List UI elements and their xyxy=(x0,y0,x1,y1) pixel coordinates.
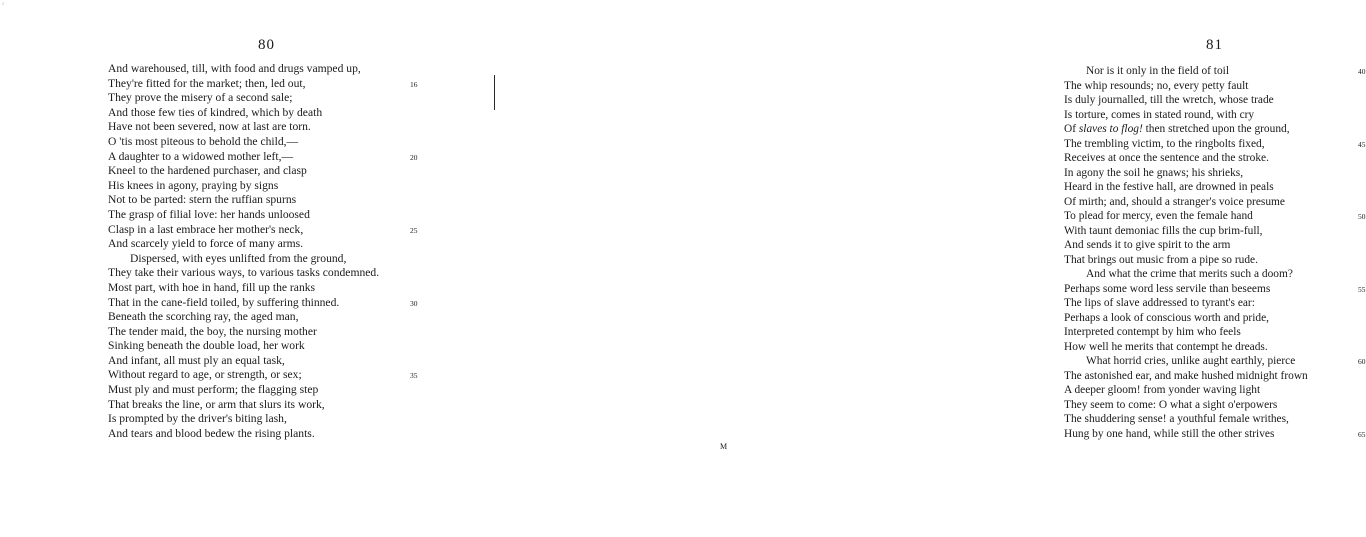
right-page-text xyxy=(1064,64,1366,441)
verse-text: And tears and blood bedew the rising plants. xyxy=(108,426,315,440)
verse-line xyxy=(1064,354,1366,369)
verse-line xyxy=(108,368,418,383)
verse-text: The grasp of filial love: her hands unloosed xyxy=(108,207,310,221)
verse-text: Of xyxy=(1064,123,1079,135)
line-number: 50 xyxy=(1358,212,1366,221)
verse-line xyxy=(1064,253,1308,268)
verse-text: The astonished ear, and make hushed midnight frown xyxy=(1064,369,1308,382)
verse-text: The whip resounds; no, every petty fault xyxy=(1064,79,1249,92)
line-number: 65 xyxy=(1358,429,1366,439)
verse-text: Nor is it only in the field of toil xyxy=(1086,65,1230,77)
verse-text: And scarcely yield to force of many arms. xyxy=(108,237,304,251)
verse-text: Sinking beneath the double load, her work xyxy=(108,339,305,353)
verse-text: And infant, all must ply an equal task, xyxy=(108,353,285,367)
verse-text: To plead for mercy, even the female hand xyxy=(1064,210,1253,222)
left-page-text xyxy=(108,62,418,441)
verse-line xyxy=(108,76,418,92)
right-page xyxy=(490,0,1366,537)
verse-line xyxy=(1064,166,1308,181)
verse-line xyxy=(108,91,379,106)
verse-text: Dispersed, with eyes unlifted from the ground, xyxy=(130,251,347,265)
verse-text: Is duly journalled, till the wretch, whose trade xyxy=(1064,94,1274,106)
verse-text: That brings out music from a pipe so rude. xyxy=(1064,253,1258,266)
verse-text: Perhaps some word less servile than beseems xyxy=(1064,282,1271,295)
verse-text: Without regard to age, or strength, or sex; xyxy=(108,368,302,382)
verse-line xyxy=(108,208,379,223)
signature-mark: M xyxy=(720,442,728,451)
verse-line xyxy=(1064,427,1366,442)
verse-line xyxy=(1064,122,1308,137)
verse-line xyxy=(1064,383,1308,398)
right-page-number: 81 xyxy=(1206,37,1223,53)
corner-scan-mark: ⸢ xyxy=(2,2,5,10)
verse-text: Beneath the scorching ray, the aged man, xyxy=(108,310,299,324)
line-number: 40 xyxy=(1358,67,1366,76)
verse-line xyxy=(108,412,379,427)
verse-line xyxy=(1064,398,1308,413)
verse-line xyxy=(1064,369,1308,384)
verse-text: With taunt demoniac fills the cup brim-full, xyxy=(1064,224,1263,237)
verse-line xyxy=(108,325,379,340)
verse-line xyxy=(1064,340,1308,355)
verse-text: Must ply and must perform; the flagging step xyxy=(108,383,319,397)
verse-line xyxy=(1064,282,1366,297)
verse-line xyxy=(108,339,379,354)
verse-text: Is torture, comes in stated round, with cry xyxy=(1064,108,1255,121)
verse-text: His knees in agony, praying by signs xyxy=(108,178,279,192)
line-number: 60 xyxy=(1358,357,1366,366)
verse-line xyxy=(108,135,379,150)
verse-emphasis: slaves to flog! xyxy=(1078,123,1143,135)
verse-text: Not to be parted: stern the ruffian spurns xyxy=(108,193,297,207)
verse-text: Most part, with hoe in hand, fill up the ranks xyxy=(108,280,316,294)
verse-line xyxy=(1064,224,1308,239)
verse-text: Interpreted contempt by him who feels xyxy=(1064,326,1241,338)
verse-text: That in the cane-field toiled, by suffering thinned. xyxy=(108,295,340,309)
verse-text: Receives at once the sentence and the stroke. xyxy=(1064,152,1269,164)
verse-text: The lips of slave addressed to tyrant's ear: xyxy=(1064,297,1255,309)
line-number: 20 xyxy=(410,152,418,162)
verse-line xyxy=(108,179,379,194)
verse-line xyxy=(108,164,379,179)
verse-line xyxy=(108,222,418,238)
verse-text: The trembling victim, to the ringbolts fixed, xyxy=(1064,137,1265,150)
verse-text: And what the crime that merits such a doom? xyxy=(1086,268,1293,280)
verse-line xyxy=(1064,267,1308,282)
verse-line xyxy=(1064,195,1308,210)
verse-text: In agony the soil he gnaws; his shrieks, xyxy=(1064,166,1244,179)
verse-text: They seem to come: O what a sight o'erpowers xyxy=(1064,398,1278,411)
verse-line xyxy=(1064,238,1308,253)
verse-line xyxy=(1064,108,1308,123)
verse-text: Perhaps a look of conscious worth and pride, xyxy=(1064,311,1269,324)
verse-line xyxy=(108,427,379,442)
verse-line xyxy=(108,252,379,267)
verse-text: A daughter to a widowed mother left,— xyxy=(108,149,294,163)
verse-text: Of mirth; and, should a stranger's voice presume xyxy=(1064,195,1285,208)
verse-line xyxy=(1064,296,1308,311)
verse-line xyxy=(1064,64,1366,79)
verse-text: then stretched upon the ground, xyxy=(1142,123,1290,135)
verse-line xyxy=(1064,93,1308,108)
verse-line xyxy=(108,310,379,325)
line-number: 30 xyxy=(410,298,418,308)
verse-line xyxy=(1064,151,1308,166)
verse-line xyxy=(108,383,379,398)
verse-line xyxy=(108,237,379,252)
verse-line xyxy=(1064,412,1308,427)
line-number: 25 xyxy=(410,225,418,235)
verse-text: The shuddering sense! a youthful female writhes, xyxy=(1064,413,1289,425)
verse-line xyxy=(108,266,379,281)
verse-text: They're fitted for the market; then, led out, xyxy=(108,76,306,90)
verse-line xyxy=(1064,137,1366,152)
verse-text: The tender maid, the boy, the nursing mother xyxy=(108,324,317,338)
verse-text: They prove the misery of a second sale; xyxy=(108,91,293,105)
verse-line xyxy=(1064,311,1308,326)
verse-text: How well he merits that contempt he dreads. xyxy=(1064,340,1268,353)
left-page xyxy=(0,0,490,537)
verse-line xyxy=(108,193,379,208)
verse-text: A deeper gloom! from yonder waving light xyxy=(1064,384,1261,396)
verse-line xyxy=(108,295,418,311)
verse-line xyxy=(108,62,379,77)
verse-text: And sends it to give spirit to the arm xyxy=(1064,239,1231,251)
verse-line xyxy=(1064,209,1366,224)
verse-text: Hung by one hand, while still the other strives xyxy=(1064,427,1275,440)
verse-line xyxy=(1064,325,1308,340)
verse-line xyxy=(108,106,379,121)
verse-line xyxy=(108,354,379,369)
verse-line xyxy=(1064,79,1308,94)
verse-text: They take their various ways, to various tasks condemned. xyxy=(108,266,380,280)
verse-text: Clasp in a last embrace her mother's neck, xyxy=(108,222,304,236)
line-number: 45 xyxy=(1358,139,1366,149)
verse-text: And those few ties of kindred, which by death xyxy=(108,105,323,119)
verse-text: O 'tis most piteous to behold the child,— xyxy=(108,134,299,148)
verse-text: What horrid cries, unlike aught earthly, pierce xyxy=(1086,355,1296,367)
left-page-number: 80 xyxy=(258,37,275,53)
verse-line xyxy=(1064,180,1308,195)
line-number: 16 xyxy=(410,79,418,89)
line-number: 35 xyxy=(410,371,418,381)
line-number: 55 xyxy=(1358,284,1366,294)
verse-line xyxy=(108,398,379,413)
verse-text: Heard in the festive hall, are drowned in peals xyxy=(1064,181,1274,193)
verse-line xyxy=(108,281,379,296)
verse-text: Have not been severed, now at last are torn. xyxy=(108,120,311,134)
verse-line xyxy=(108,149,418,165)
verse-text: Is prompted by the driver's biting lash, xyxy=(108,412,287,426)
verse-line xyxy=(108,120,379,135)
verse-text: That breaks the line, or arm that slurs its work, xyxy=(108,397,325,411)
verse-text: And warehoused, till, with food and drugs vamped up, xyxy=(108,62,361,75)
verse-text: Kneel to the hardened purchaser, and clasp xyxy=(108,164,307,178)
